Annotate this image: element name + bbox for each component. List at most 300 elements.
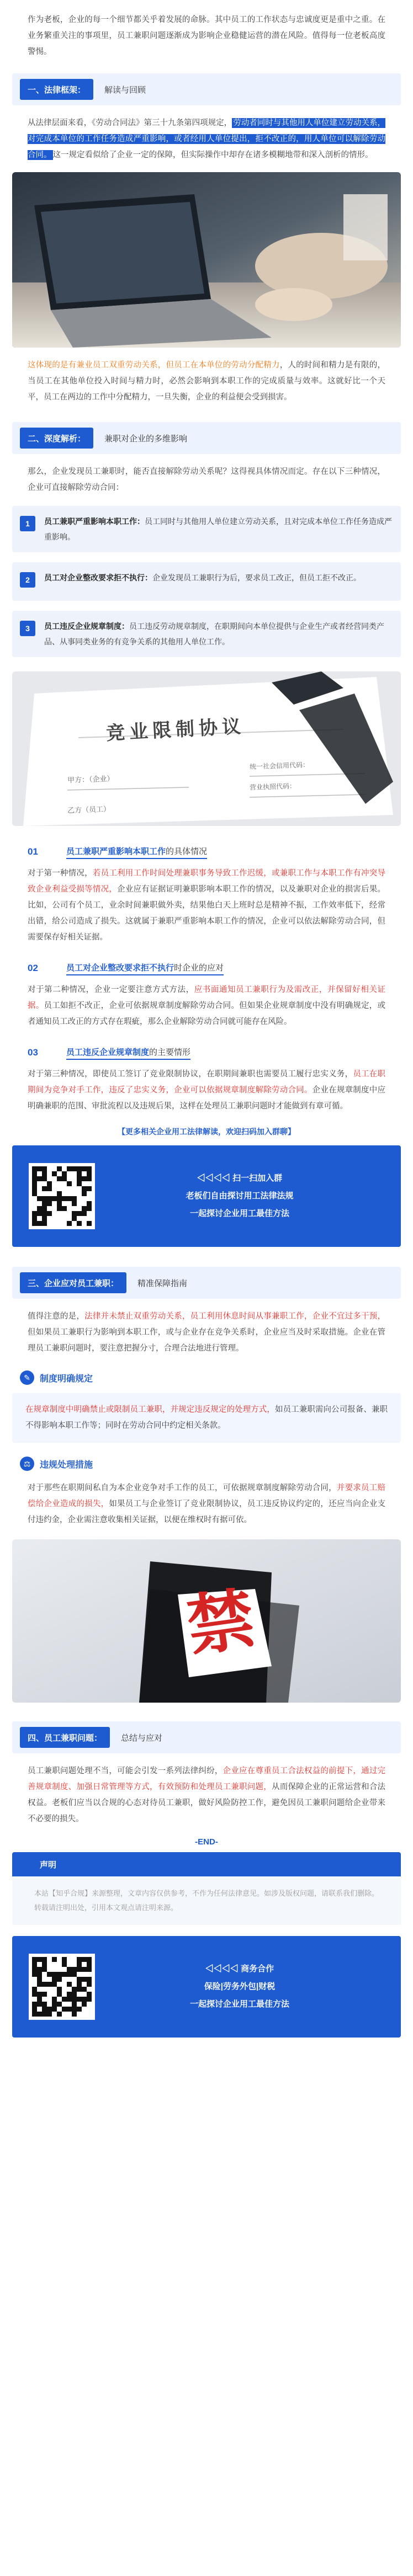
qr-module (57, 1957, 62, 1962)
violation-paragraph (0, 1480, 413, 1528)
qr-module (62, 1166, 67, 1171)
qr-module (47, 1176, 52, 1181)
qr-module (52, 1171, 57, 1176)
section-2-subtitle: 兼职对企业的多维影响 (104, 434, 188, 444)
qr-module (47, 1166, 52, 1171)
qr-module (32, 1176, 37, 1181)
qr-module (32, 1962, 37, 1967)
qr-module (87, 1186, 92, 1191)
qr-module (82, 1997, 87, 2002)
qr-module (42, 2007, 47, 2012)
qr-module (82, 1957, 87, 1962)
qr-module (77, 2007, 82, 2012)
subsection-title-tail: 的具体情况 (166, 846, 208, 856)
qr-module (82, 2012, 87, 2017)
step-title: 员工违反企业规章制度： (44, 622, 129, 631)
qr-module (42, 2002, 47, 2007)
text-segment: 从而保障企业的正常运营和合法权益。老板们应当以合规的心态对待员工兼职，做好风险防控工作，避免因员工兼职问题给企业带来不必要的损失。 (28, 1783, 386, 1823)
qr-module (67, 1181, 72, 1186)
qr-module (52, 1962, 57, 1967)
qr-module (62, 2012, 67, 2017)
declaration-body: 本站【知乎合规】来源整理，文章内容仅供参考，不作为任何法律意见。如涉及版权问题，请联系我们删除。转载请注明出处，引用本文观点请注明来源。 (12, 1876, 401, 1925)
qr-module (62, 1176, 67, 1181)
qr-module (77, 2012, 82, 2017)
qr-module (72, 1201, 77, 1206)
qr-module (77, 1176, 82, 1181)
qr-module (57, 1206, 62, 1211)
qr-module (72, 1987, 77, 1992)
step-text (44, 618, 393, 649)
section-2-header (12, 422, 401, 454)
qr-module (32, 1206, 37, 1211)
qr-module (57, 2012, 62, 2017)
qr-module (57, 1196, 62, 1201)
qr-module (37, 1176, 42, 1181)
qr-module (67, 1211, 72, 1216)
qr-module (77, 1997, 82, 2002)
section-3-paragraph-1 (0, 1309, 413, 1357)
qr-module (82, 1987, 87, 1992)
step-body: 员工违反劳动规章制度，在职期间向本单位提供与企业生产或者经营同类产品、从事同类业务的有竞争关系的其他用人单位工作。 (44, 622, 384, 646)
qr-module (87, 1992, 92, 1997)
subsection-03-heading (0, 1043, 413, 1062)
qr-module (32, 2012, 37, 2017)
qr-module (77, 1166, 82, 1171)
qr-module (47, 1977, 52, 1982)
text-segment: 如员工兼职需向公司报备、兼职不得影响本职工作等；同时在劳动合同中约定相关条款。 (25, 1405, 388, 1430)
qr-module (77, 1201, 82, 1206)
qr-module (32, 1181, 37, 1186)
subsection-01-heading (0, 842, 413, 861)
qr-module (32, 1186, 37, 1191)
qr-module (42, 1997, 47, 2002)
qr-module (42, 1977, 47, 1982)
qr-module (52, 2002, 57, 2007)
contract-field-credit-code: 统一社会信用代码： (249, 761, 310, 771)
qr-module (72, 1972, 77, 1977)
qr-module (72, 1206, 77, 1211)
highlight-red: 员工在职期间为竞争对手工作，违反了忠实义务，企业可以依据规章制度解除劳动合同。 (28, 1070, 386, 1095)
business-qr-banner (12, 1936, 401, 2038)
qr-module (77, 2002, 82, 2007)
qr-module (87, 1962, 92, 1967)
highlight-red: 若员工利用工作时间处理兼职事务导致工作迟缓，或兼职工作与本职工作有冲突导致企业利益受损等情况， (28, 869, 386, 894)
qr-module (57, 1977, 62, 1982)
qr-module (47, 1206, 52, 1211)
qr-module (87, 1201, 92, 1206)
subsection-number: 03 (28, 1047, 38, 1058)
step-body: 员工同时与其他用人单位建立劳动关系，且对完成本单位工作任务造成严重影响。 (44, 517, 392, 541)
qr-module (47, 1221, 52, 1226)
qr-module (47, 1196, 52, 1201)
qr-module (42, 1982, 47, 1987)
qr-module (47, 1181, 52, 1186)
qr-module (47, 1972, 52, 1977)
business-qr-code[interactable] (29, 1954, 95, 2020)
qr-line-1: ◁◁◁◁ 商务合作 (205, 1964, 274, 1974)
subsection-number: 01 (28, 846, 38, 857)
qr-module (57, 1166, 62, 1171)
section-4-subtitle: 总结与应对 (121, 1733, 163, 1743)
qr-module (72, 1967, 77, 1972)
qr-module (32, 1171, 37, 1176)
qr-module (77, 1982, 82, 1987)
qr-module (77, 1221, 82, 1226)
business-qr-text (95, 1960, 384, 2013)
subsection-title-strong: 员工对企业整改要求拒不执行 (66, 963, 174, 973)
qr-module (52, 1992, 57, 1997)
qr-module (32, 1992, 37, 1997)
text-segment: 对于那些在职期间私自为本企业竞争对手工作的员工，可依据规章制度解除劳动合同， (28, 1484, 337, 1492)
qr-module (62, 1982, 67, 1987)
qr-module (77, 1957, 82, 1962)
qr-module (57, 1201, 62, 1206)
qr-module (82, 1972, 87, 1977)
qr-module (52, 1176, 57, 1181)
group-invite-link[interactable]: 【更多相关企业用工法律解读，欢迎扫码加入群聊】 (118, 1127, 295, 1136)
qr-module (37, 1992, 42, 1997)
contract-field-party-a: 甲方：（企业） (67, 774, 114, 785)
qr-module (72, 1211, 77, 1216)
text-segment: 这一规定看似给了企业一定的保障，但实际操作中却存在诸多模糊地带和深入剖析的情形。 (52, 151, 373, 159)
declaration-title: 声明 (12, 1852, 401, 1876)
qr-module (87, 1171, 92, 1176)
qr-module (82, 1982, 87, 1987)
qr-module (77, 1171, 82, 1176)
qr-module (47, 1997, 52, 2002)
qr-line-3: 一起探讨企业用工最佳方法 (189, 1209, 289, 1218)
qr-module (42, 1171, 47, 1176)
qr-module (32, 2007, 37, 2012)
section-4-paragraph-1 (0, 1763, 413, 1827)
qr-module (37, 1191, 42, 1196)
qr-module (87, 1191, 92, 1196)
qr-module (42, 1967, 47, 1972)
qr-module (37, 1977, 42, 1982)
step-text (44, 514, 393, 545)
qr-module (77, 1992, 82, 1997)
qr-module (87, 1957, 92, 1962)
qr-module (32, 1982, 37, 1987)
qr-module (77, 1972, 82, 1977)
group-qr-text (95, 1170, 384, 1223)
text-segment: 对于第二种情况，企业一定要注意方式方法， (28, 985, 194, 994)
highlight-red: 企业应在尊重员工合法权益的前提下，通过完善规章制度、加强日常管理等方式，有效预防和处理员工兼职问题， (28, 1767, 386, 1791)
qr-module (47, 2002, 52, 2007)
subsection-title-tail: 的主要情形 (149, 1047, 191, 1057)
qr-module (32, 2002, 37, 2007)
qr-module (32, 1997, 37, 2002)
qr-module (87, 1997, 92, 2002)
qr-module (52, 1957, 57, 1962)
qr-module (62, 2007, 67, 2012)
qr-module (62, 1221, 67, 1226)
qr-module (82, 1216, 87, 1221)
section-1-subtitle: 解读与回顾 (104, 85, 146, 95)
qr-module (32, 1977, 37, 1982)
qr-module (77, 1962, 82, 1967)
qr-module (82, 1977, 87, 1982)
qr-module (32, 1972, 37, 1977)
qr-module (72, 2002, 77, 2007)
qr-module (57, 1216, 62, 1221)
qr-module (67, 1992, 72, 1997)
contract-photo-image (12, 671, 401, 826)
qr-module (57, 2007, 62, 2012)
qr-line-1: ◁◁◁◁ 扫一扫加入群 (197, 1174, 283, 1183)
qr-module (87, 1181, 92, 1186)
qr-module (82, 1191, 87, 1196)
qr-module (62, 1171, 67, 1176)
qr-module (77, 1216, 82, 1221)
qr-module (52, 1216, 57, 1221)
qr-module (57, 1171, 62, 1176)
qr-line-2: 保险|劳务外包|财税 (204, 1982, 276, 1991)
document-icon: ✎ (20, 1370, 34, 1385)
qr-module (32, 1967, 37, 1972)
qr-module (72, 1957, 77, 1962)
forbidden-stamp-char: 禁 (182, 1580, 260, 1666)
qr-module (67, 1196, 72, 1201)
qr-module (47, 1211, 52, 1216)
qr-module (57, 1992, 62, 1997)
qr-module (87, 1982, 92, 1987)
qr-module (47, 1967, 52, 1972)
rules-heading-label: 制度明确规定 (40, 1374, 93, 1384)
qr-module (77, 1186, 82, 1191)
qr-module (72, 1171, 77, 1176)
qr-module (67, 1977, 72, 1982)
text-segment: 对于第三种情况，即使员工签订了竞业限制协议，在职期间兼职也需要员工履行忠实义务， (28, 1070, 353, 1079)
text-segment: 从法律层面来看，《劳动合同法》第三十九条第四项规定， (28, 119, 232, 127)
section-3-tag: 三、企业应对员工兼职： (20, 1272, 126, 1293)
intro-block (0, 0, 413, 60)
qr-module (82, 1962, 87, 1967)
subsection-title-tail: 时企业的应对 (174, 963, 224, 973)
qr-module (87, 2012, 92, 2017)
section-2-tag: 二、深度解析： (20, 428, 93, 449)
qr-module (77, 1206, 82, 1211)
qr-module (37, 2007, 42, 2012)
qr-module (37, 1216, 42, 1221)
qr-module (82, 1171, 87, 1176)
subsection-02-paragraph (0, 982, 413, 1030)
qr-module (37, 1221, 42, 1226)
qr-module (67, 1166, 72, 1171)
qr-module (52, 1206, 57, 1211)
qr-module (47, 1987, 52, 1992)
section-2-paragraph-1: 那么，企业发现员工兼职时，能否直接解除劳动关系呢？这得视具体情况而定。存在以下三种情况，企业可直接解除劳动合同： (28, 467, 385, 492)
qr-module (57, 1987, 62, 1992)
qr-module (57, 1972, 62, 1977)
group-qr-banner (12, 1145, 401, 1247)
qr-module (52, 1211, 57, 1216)
violation-heading-label: 违规处理措施 (40, 1460, 93, 1470)
qr-module (87, 1206, 92, 1211)
qr-module (67, 1987, 72, 1992)
subsection-02-heading (0, 959, 413, 978)
highlight-red: 应书面通知员工兼职行为及需改正，并保留好相关证据。 (28, 985, 386, 1010)
qr-module (87, 1972, 92, 1977)
qr-module (37, 1181, 42, 1186)
qr-module (37, 1201, 42, 1206)
qr-module (67, 1972, 72, 1977)
qr-module (62, 1967, 67, 1972)
qr-module (32, 1987, 37, 1992)
subsection-title (66, 845, 207, 859)
qr-module (47, 1171, 52, 1176)
section-3-subtitle: 精准保障指南 (137, 1278, 188, 1288)
qr-module (52, 1191, 57, 1196)
qr-module (37, 1171, 42, 1176)
highlight-red: 在规章制度中明确禁止或限制员工兼职， (25, 1405, 171, 1414)
text-segment: ，人的时间和精力是有限的，当员工在其他单位投入时间与精力时，必然会影响到本职工作的完成质量与效率。这就好比一个天平，员工在两边的工作中分配精力，一旦失衡，企业的利益便会受到损害。 (28, 361, 386, 402)
section-1-header (12, 73, 401, 105)
qr-module (82, 1211, 87, 1216)
qr-module (72, 1196, 77, 1201)
qr-module (67, 1982, 72, 1987)
section-1-paragraph-2 (0, 358, 413, 406)
qr-module (67, 1967, 72, 1972)
condition-step-2 (12, 562, 401, 601)
qr-module (42, 1957, 47, 1962)
laptop-photo (12, 172, 401, 348)
qr-module (42, 1216, 47, 1221)
qr-module (67, 2002, 72, 2007)
subsection-title (66, 1046, 190, 1060)
qr-module (47, 1992, 52, 1997)
qr-module (52, 1166, 57, 1171)
qr-module (62, 2002, 67, 2007)
qr-module (87, 1987, 92, 1992)
step-body: 企业发现员工兼职行为后，要求员工改正，但员工拒不改正。 (152, 573, 361, 582)
rules-note (12, 1393, 401, 1443)
section-4-header (12, 1721, 401, 1753)
qr-module (72, 1962, 77, 1967)
qr-module (62, 1216, 67, 1221)
qr-module (37, 1196, 42, 1201)
qr-module (62, 1987, 67, 1992)
qr-module (42, 1206, 47, 1211)
qr-module (87, 1196, 92, 1201)
qr-module (42, 1221, 47, 1226)
step-title: 员工对企业整改要求拒不执行： (44, 573, 152, 582)
qr-module (52, 2012, 57, 2017)
qr-module (32, 1201, 37, 1206)
qr-module (37, 1957, 42, 1962)
qr-module (42, 2012, 47, 2017)
qr-module (72, 1176, 77, 1181)
qr-module (72, 2012, 77, 2017)
qr-module (57, 2002, 62, 2007)
contract-title: 竞业限制协议 (105, 715, 246, 745)
qr-module (52, 2007, 57, 2012)
qr-module (57, 1221, 62, 1226)
qr-module (37, 2012, 42, 2017)
qr-module (32, 1196, 37, 1201)
qr-module (87, 1977, 92, 1982)
laptop-photo-image (12, 172, 401, 348)
qr-module (72, 1221, 77, 1226)
qr-module (57, 1181, 62, 1186)
qr-module (82, 1206, 87, 1211)
qr-module (67, 1957, 72, 1962)
forbidden-stamp-photo (12, 1539, 401, 1703)
qr-module (47, 1191, 52, 1196)
qr-module (37, 1987, 42, 1992)
qr-module (77, 1967, 82, 1972)
qr-pattern (32, 1166, 92, 1226)
text-segment: 员工兼职问题处理不当，可能会引发一系列法律纠纷， (28, 1767, 223, 1775)
text-segment: 员工如拒不改正，企业可依据规章制度解除劳动合同。但如果企业规章制度中没有明确规定，或者通知员工改正的方式存在瑕疵，那么企业解除劳动合同就可能存在风险。 (28, 1001, 385, 1026)
highlight-red: 并要求员工赔偿给企业造成的损失， (28, 1484, 386, 1508)
qr-module (32, 1216, 37, 1221)
qr-module (42, 1176, 47, 1181)
qr-module (72, 1982, 77, 1987)
qr-module (77, 1191, 82, 1196)
qr-module (52, 1186, 57, 1191)
group-qr-code[interactable] (29, 1163, 95, 1229)
qr-module (67, 2012, 72, 2017)
subsection-01-paragraph (0, 866, 413, 946)
qr-module (47, 1186, 52, 1191)
contract-field-party-b: 乙方（员工） (67, 804, 111, 815)
qr-module (62, 1201, 67, 1206)
gavel-icon: ⚖ (20, 1457, 34, 1471)
section-1-tag: 一、法律框架： (20, 79, 93, 100)
qr-module (62, 1992, 67, 1997)
qr-module (67, 1186, 72, 1191)
qr-module (37, 1186, 42, 1191)
qr-module (72, 1992, 77, 1997)
qr-module (87, 1211, 92, 1216)
qr-module (67, 1962, 72, 1967)
qr-module (47, 1201, 52, 1206)
step-text (44, 570, 361, 593)
qr-line-2: 老板们自由探讨用工法律法规 (186, 1191, 294, 1201)
qr-module (72, 1977, 77, 1982)
qr-module (42, 1992, 47, 1997)
qr-module (52, 1967, 57, 1972)
violation-heading (0, 1453, 413, 1475)
qr-module (52, 1997, 57, 2002)
rules-note-text (25, 1402, 388, 1434)
qr-module (67, 1997, 72, 2002)
qr-module (42, 1196, 47, 1201)
text-segment: 企业在规章制度中应明确兼职的范围、审批流程以及违规后果，这样在处理员工兼职问题时才能做到有章可循。 (28, 1086, 386, 1111)
qr-module (77, 1181, 82, 1186)
text-segment: 对于第一种情况， (28, 869, 93, 878)
qr-module (62, 1211, 67, 1216)
qr-module (62, 1977, 67, 1982)
text-segment: 值得注意的是， (28, 1312, 85, 1321)
qr-module (72, 1191, 77, 1196)
qr-module (77, 1211, 82, 1216)
qr-module (77, 1977, 82, 1982)
qr-module (37, 1166, 42, 1171)
subsection-03-paragraph (0, 1066, 413, 1114)
qr-module (32, 1211, 37, 1216)
qr-module (72, 2007, 77, 2012)
qr-module (62, 1186, 67, 1191)
text-segment: 如果员工与企业签订了竞业限制协议，员工违反协议约定的，还应当向企业支付违约金，企业需注意收集相关证据，以便在维权时有据可依。 (28, 1500, 385, 1524)
contract-field-license: 营业执照代码： (249, 782, 296, 792)
qr-module (57, 1211, 62, 1216)
qr-module (42, 1962, 47, 1967)
qr-module (42, 1987, 47, 1992)
qr-module (32, 1221, 37, 1226)
qr-module (52, 1201, 57, 1206)
